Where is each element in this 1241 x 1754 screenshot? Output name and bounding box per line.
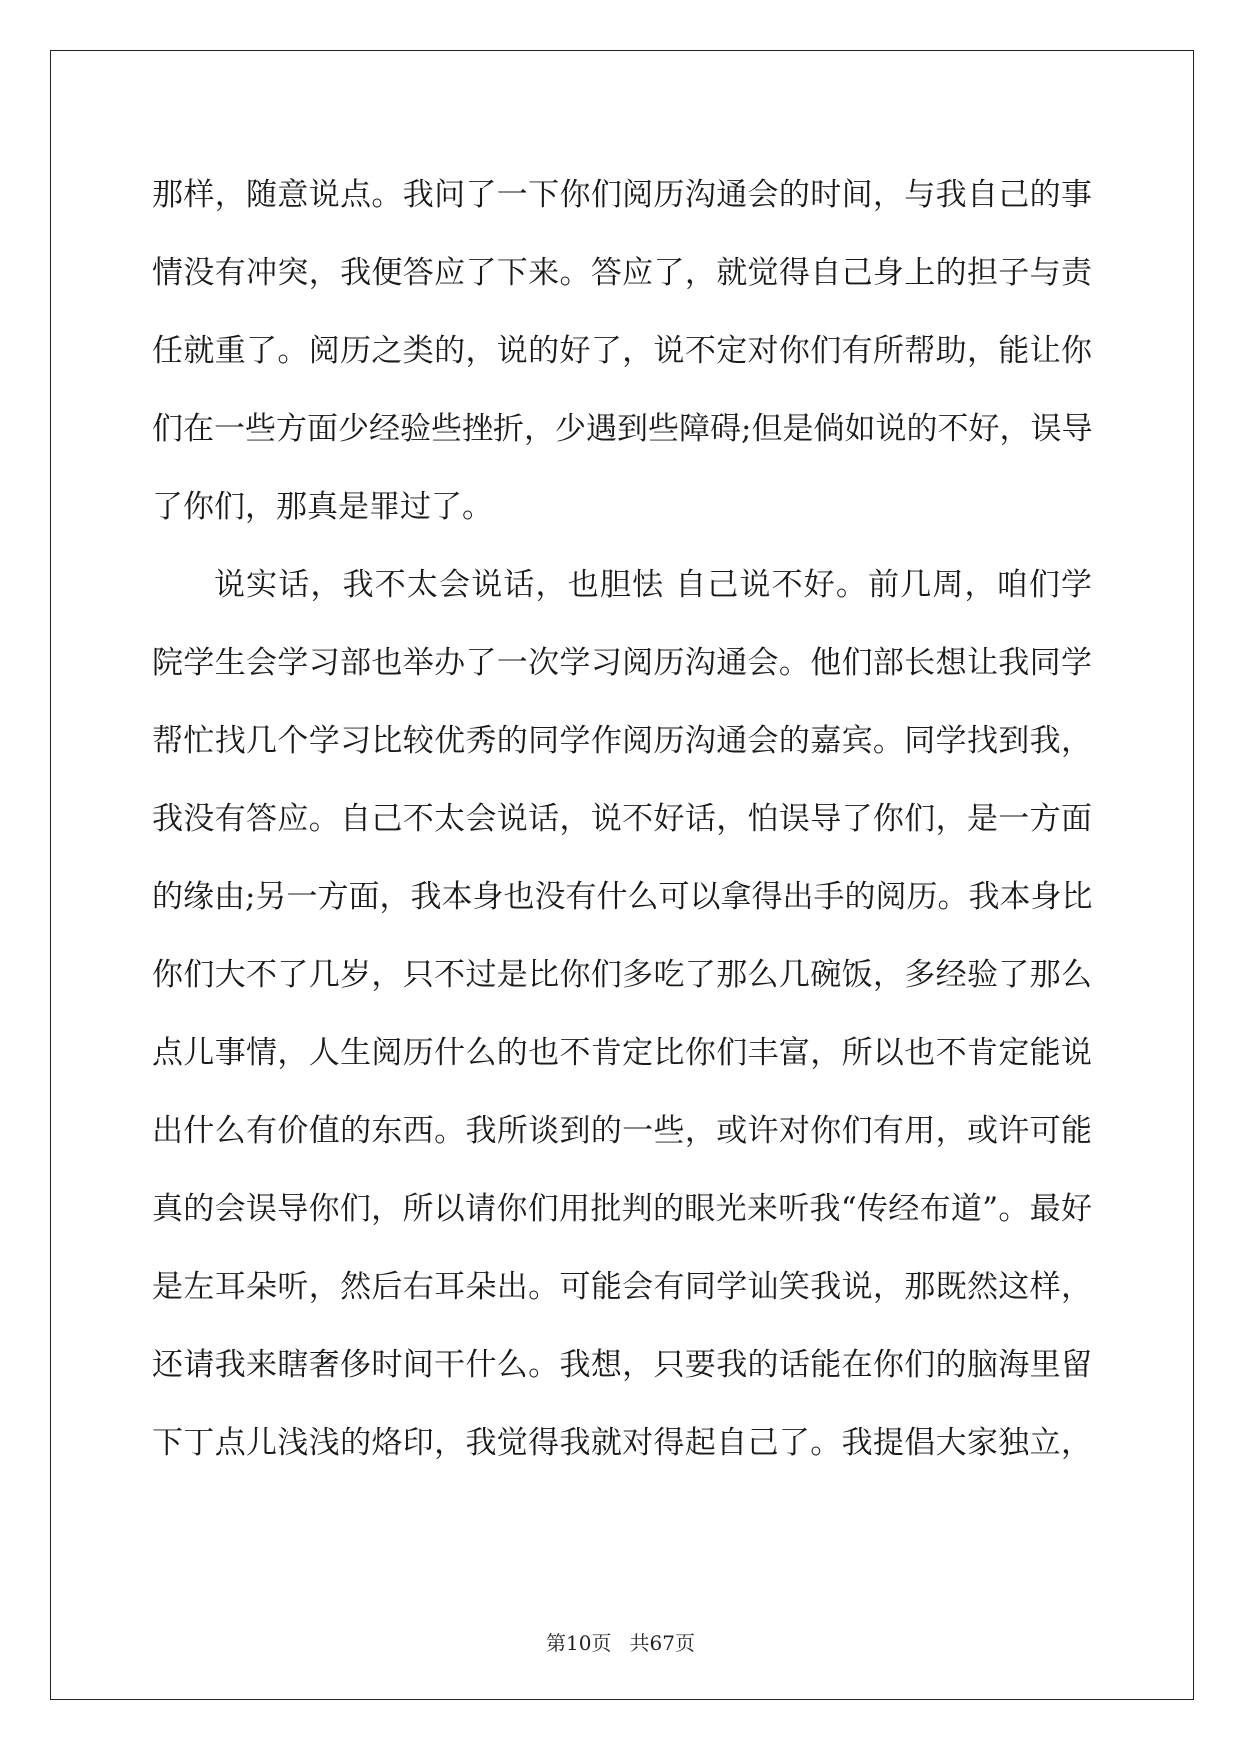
text-line: 真的会误导你们，所以请你们用批判的眼光来听我“传经布道”。最好 <box>152 1191 1092 1227</box>
page-footer <box>0 1627 1241 1656</box>
paragraph-2 <box>152 546 1092 1482</box>
text-line: 还请我来瞎奢侈时间干什么。我想，只要我的话能在你们的脑海里留 <box>152 1347 1092 1383</box>
text-line: 点儿事情，人生阅历什么的也不肯定比你们丰富，所以也不肯定能说 <box>152 1035 1092 1071</box>
text-line: 任就重了。阅历之类的，说的好了，说不定对你们有所帮助，能让你 <box>152 333 1092 369</box>
text-line: 那样，随意说点。我问了一下你们阅历沟通会的时间，与我自己的事 <box>152 177 1092 213</box>
text-line: 们在一些方面少经验些挫折，少遇到些障碍;但是倘如说的不好，误导 <box>152 411 1093 447</box>
text-line: 说实话，我不太会说话，也胆怯 自己说不好。前几周，咱们学 <box>214 567 1092 603</box>
text-line: 了你们，那真是罪过了。 <box>152 489 493 525</box>
text-line: 你们大不了几岁，只不过是比你们多吃了那么几碗饭，多经验了那么 <box>152 957 1092 993</box>
text-line: 是左耳朵听，然后右耳朵出。可能会有同学讪笑我说，那既然这样， <box>152 1269 1092 1305</box>
page-total: 共67页 <box>629 1631 695 1655</box>
document-body <box>152 156 1092 1482</box>
page-number: 第10页 <box>546 1631 612 1655</box>
text-line: 情没有冲突，我便答应了下来。答应了，就觉得自己身上的担子与责 <box>152 255 1092 291</box>
text-line: 院学生会学习部也举办了一次学习阅历沟通会。他们部长想让我同学 <box>152 645 1092 681</box>
text-line: 出什么有价值的东西。我所谈到的一些，或许对你们有用，或许可能 <box>152 1113 1092 1149</box>
text-line: 我没有答应。自己不太会说话，说不好话，怕误导了你们，是一方面 <box>152 801 1092 837</box>
paragraph-1 <box>152 156 1092 546</box>
text-line: 的缘由;另一方面，我本身也没有什么可以拿得出手的阅历。我本身比 <box>152 879 1093 915</box>
text-line: 下丁点儿浅浅的烙印，我觉得我就对得起自己了。我提倡大家独立， <box>152 1425 1092 1461</box>
text-line: 帮忙找几个学习比较优秀的同学作阅历沟通会的嘉宾。同学找到我， <box>152 723 1092 759</box>
